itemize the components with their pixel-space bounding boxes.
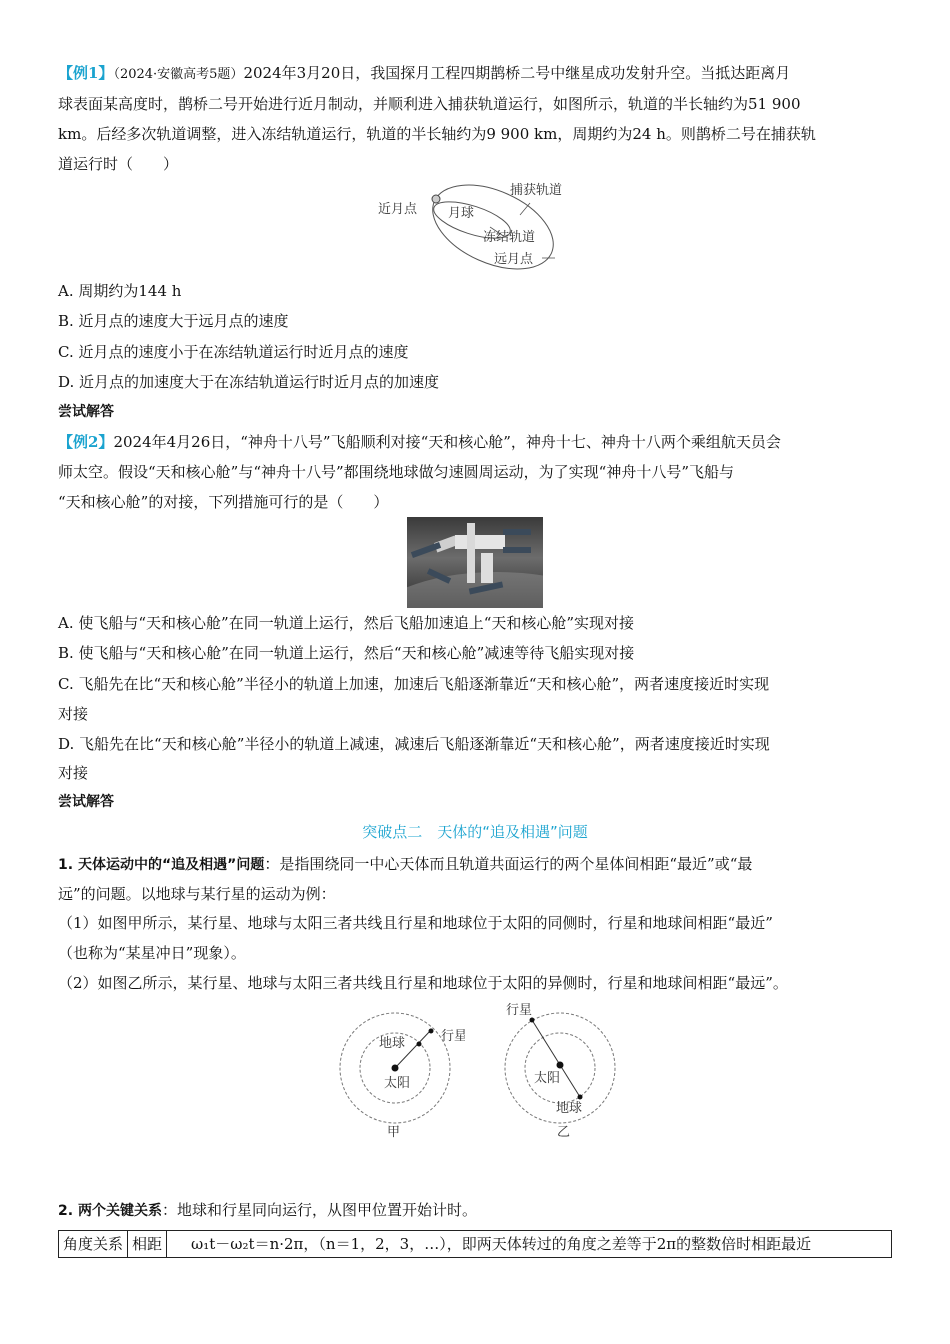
section-p1-bold: . 天体运动中的“追及相遇”问题 <box>67 857 265 873</box>
space-station-illustration <box>407 517 543 608</box>
section-title: 突破点二 天体的“追及相遇”问题 <box>362 823 588 841</box>
jia-caption: 甲 <box>387 1125 401 1140</box>
example2-option-b: B. 使飞船与“天和核心舱”在同一轨道上运行，然后“天和核心舱”减速等待飞船实现对接 <box>58 644 635 662</box>
space-station-photo <box>407 517 543 608</box>
relation-table <box>58 1230 892 1258</box>
table-row <box>59 1231 892 1258</box>
lunar-orbit-figure <box>370 175 580 275</box>
jia-earth-label: 地球 <box>379 1036 406 1051</box>
planet-dot <box>530 1018 535 1023</box>
planet-dot <box>429 1029 434 1034</box>
sun-dot <box>557 1062 564 1069</box>
example2-line3: “天和核心舱”的对接，下列措施可行的是（ ） <box>58 493 389 511</box>
frozen-orbit-label: 冻结轨道 <box>483 230 536 245</box>
section-p1-text: ：是指围绕同一中心天体而且轨道共面运行的两个星体间相距“最近”或“最 <box>264 855 753 873</box>
example2-line1 <box>58 427 888 457</box>
section-p1-line1 <box>58 849 888 880</box>
example2-try-label: 尝试解答 <box>58 794 114 810</box>
example1-line1 <box>58 58 888 90</box>
section-p2-num: 2 <box>58 1203 68 1219</box>
section-p2-bold: . 两个关键关系 <box>67 1203 162 1219</box>
example2-line2: 师太空。假设“天和核心舱”与“神舟十八号”都围绕地球做匀速圆周运动，为了实现“神舟十八号”飞船与 <box>58 463 735 481</box>
yi-caption: 乙 <box>557 1125 571 1140</box>
example1-option-d: D. 近月点的加速度大于在冻结轨道运行时近月点的加速度 <box>58 373 440 391</box>
yi-earth-label: 地球 <box>556 1101 583 1116</box>
jia-planet-label: 行星 <box>441 1029 465 1044</box>
moon-dot <box>432 195 440 203</box>
figure-jia <box>335 1000 465 1145</box>
section-p2-text: ：地球和行星同向运行，从图甲位置开始计时。 <box>161 1201 477 1219</box>
example1-line3: km。后经多次轨道调整，进入冻结轨道运行，轨道的半长轴约为9 900 km，周期约为24 h。则鹊桥二号在捕获轨 <box>58 125 816 143</box>
section-item2: （2）如图乙所示，某行星、地球与太阳三者共线且行星和地球位于太阳的异侧时，行星和地球间相距“最远”。 <box>58 974 788 992</box>
example2-option-d-line1: D. 飞船先在比“天和核心舱”半径小的轨道上减速，减速后飞船逐渐靠近“天和核心舱”，两者速度接近时实现 <box>58 735 770 753</box>
section-p2 <box>58 1195 888 1226</box>
example1-text-line1: 2024年3月20日，我国探月工程四期鹊桥二号中继星成功发射升空。当抵达距离月 <box>243 64 791 82</box>
example1-line4: 道运行时（ ） <box>58 155 179 173</box>
sun-dot <box>392 1065 399 1072</box>
example1-option-b: B. 近月点的速度大于远月点的速度 <box>58 312 289 330</box>
example1-option-c: C. 近月点的速度小于在冻结轨道运行时近月点的速度 <box>58 343 409 361</box>
example2-option-c-line2: 对接 <box>58 705 89 723</box>
section-p1-line2: 远”的问题。以地球与某行星的运动为例： <box>58 885 336 903</box>
example1-try-label: 尝试解答 <box>58 404 114 420</box>
capture-orbit-label: 捕获轨道 <box>510 183 563 198</box>
section-p1-num: 1 <box>58 857 68 873</box>
example2-option-d-line2: 对接 <box>58 764 89 782</box>
example1-option-a: A. 周期约为144 h <box>58 282 182 300</box>
example2-text-line1: 2024年4月26日，“神舟十八号”飞船顺利对接“天和核心舱”，神舟十七、神舟十八两个乘组航天员会 <box>113 433 781 451</box>
example1-source: （2024·安徽高考5题） <box>113 67 244 82</box>
earth-dot <box>578 1095 583 1100</box>
yi-planet-label: 行星 <box>506 1003 533 1018</box>
example1-line2: 球表面某高度时，鹊桥二号开始进行近月制动，并顺利进入捕获轨道运行，如图所示，轨道的半长轴约为51 900 <box>58 95 801 113</box>
jia-sun-label: 太阳 <box>384 1076 411 1091</box>
table-cell-formula: ω₁t－ω₂t＝n·2π，（n＝1，2，3，…），即两天体转过的角度之差等于2π的整数倍时相距最近 <box>167 1231 892 1258</box>
example2-option-c-line1: C. 飞船先在比“天和核心舱”半径小的轨道上加速，加速后飞船逐渐靠近“天和核心舱”，两者速度接近时实现 <box>58 675 770 693</box>
table-cell-distance: 相距 <box>128 1231 167 1258</box>
perilune-label: 近月点 <box>378 202 418 217</box>
figure-jia-diagram <box>335 1000 465 1145</box>
example1-tag: 【例1】 <box>58 64 114 82</box>
table-cell-angle: 角度关系 <box>59 1231 128 1258</box>
example2-tag: 【例2】 <box>58 433 114 451</box>
lunar-orbit-diagram <box>370 175 580 275</box>
apolune-label: 远月点 <box>494 252 534 267</box>
example2-option-a: A. 使飞船与“天和核心舱”在同一轨道上运行，然后飞船加速追上“天和核心舱”实现对接 <box>58 614 635 632</box>
figure-yi-diagram <box>500 1000 630 1145</box>
section-item1-line2: （也称为“某星冲日”现象）。 <box>58 944 246 962</box>
section-item1-line1: （1）如图甲所示，某行星、地球与太阳三者共线且行星和地球位于太阳的同侧时，行星和地球间相距“最近” <box>58 914 773 932</box>
figure-yi <box>500 1000 630 1145</box>
moon-label: 月球 <box>448 206 475 221</box>
earth-dot <box>417 1042 422 1047</box>
yi-sun-label: 太阳 <box>534 1071 561 1086</box>
